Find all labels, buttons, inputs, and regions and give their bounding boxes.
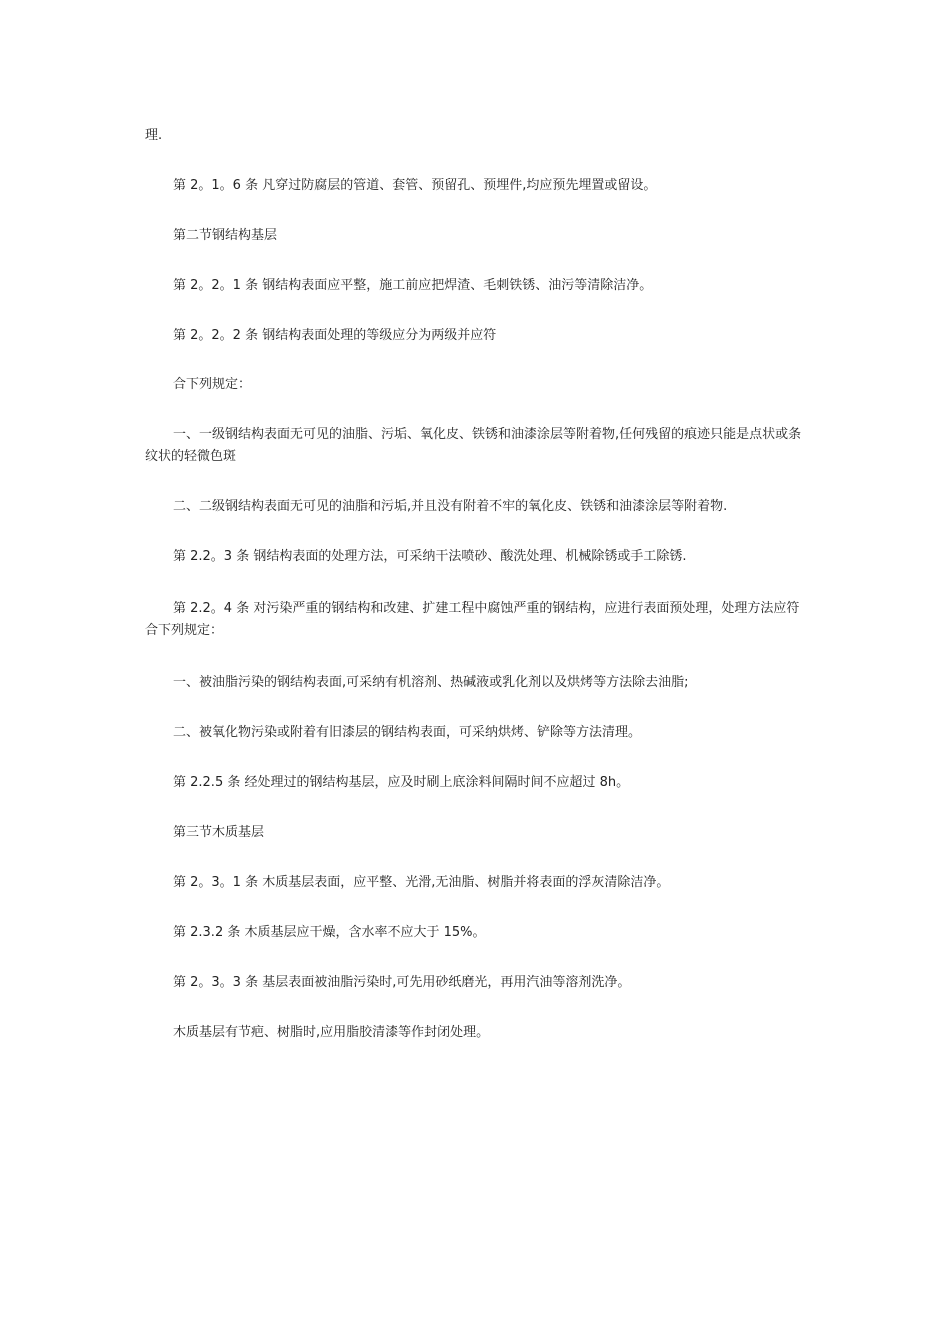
grade-one-item: 一、一级钢结构表面无可见的油脂、污垢、氧化皮、铁锈和油漆涂层等附着物,任何残留的痕迹只能是点状或条纹状的轻微色斑 — [145, 427, 802, 464]
clause-2-2-1: 第 2。2。1 条 钢结构表面应平整，施工前应把焊渣、毛刺铁锈、油污等清除洁净。 — [173, 278, 653, 293]
clause-2-2-2: 第 2。2。2 条 钢结构表面处理的等级应分为两级并应符 — [173, 328, 497, 343]
clause-2-2-3: 第 2.2。3 条 钢结构表面的处理方法，可采纳干法喷砂、酸洗处理、机械除锈或手工除锈. — [173, 549, 687, 564]
clause-2-1-6: 第 2。1。6 条 凡穿过防腐层的管道、套管、预留孔、预埋件,均应预先埋置或留设。 — [173, 178, 657, 193]
clause-2-2-4: 第 2.2。4 条 对污染严重的钢结构和改建、扩建工程中腐蚀严重的钢结构，应进行表面预处理，处理方法应符合下列规定： — [145, 601, 800, 638]
wood-knot-item: 木质基层有节疤、树脂时,应用脂胶清漆等作封闭处理。 — [173, 1025, 490, 1040]
oxide-contamination-item: 二、被氧化物污染或附着有旧漆层的钢结构表面，可采纳烘烤、铲除等方法清理。 — [173, 725, 642, 740]
paragraph-continuation: 理. — [145, 128, 163, 143]
clause-2-3-2: 第 2.3.2 条 木质基层应干燥，含水率不应大于 15%。 — [173, 925, 486, 940]
section-heading-wood: 第三节木质基层 — [173, 825, 265, 840]
clause-2-2-5: 第 2.2.5 条 经处理过的钢结构基层，应及时刷上底涂料间隔时间不应超过 8h。 — [173, 775, 630, 790]
clause-2-2-2-cont: 合下列规定： — [173, 377, 252, 392]
oil-contamination-item: 一、被油脂污染的钢结构表面,可采纳有机溶剂、热碱液或乳化剂以及烘烤等方法除去油脂; — [173, 675, 689, 690]
section-heading-steel: 第二节钢结构基层 — [173, 228, 278, 243]
clause-2-3-1: 第 2。3。1 条 木质基层表面，应平整、光滑,无油脂、树脂并将表面的浮灰清除洁净。 — [173, 875, 670, 890]
grade-two-item: 二、二级钢结构表面无可见的油脂和污垢,并且没有附着不牢的氧化皮、铁锈和油漆涂层等附着物. — [173, 499, 728, 514]
clause-2-3-3: 第 2。3。3 条 基层表面被油脂污染时,可先用砂纸磨光，再用汽油等溶剂洗净。 — [173, 975, 631, 990]
